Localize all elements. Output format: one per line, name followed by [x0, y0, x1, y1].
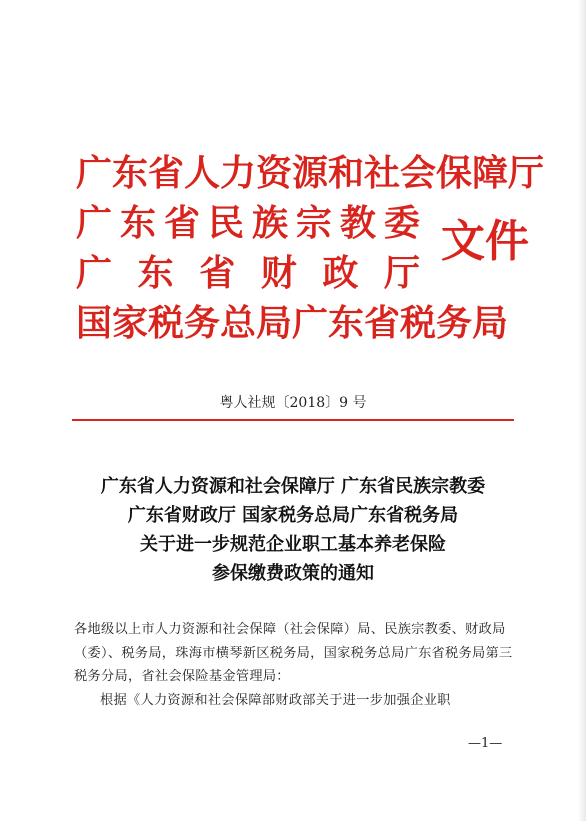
- page-edge-shadow: [578, 0, 586, 821]
- recipients-paragraph: 各地级以上市人力资源和社会保障（社会保障）局、民族宗教委、财政局（委）、税务局，珠海市横琴新区税务局，国家税务总局广东省税务局第三税务分局，省社会保险基金管理局：: [74, 622, 513, 684]
- title-line: 参保缴费政策的通知: [212, 563, 374, 584]
- issuer-hrss: 广东省人力资源和社会保障厅: [76, 152, 545, 194]
- title-line: 广东省人力资源和社会保障厅 广东省民族宗教委: [100, 476, 486, 497]
- red-divider-line: [72, 419, 514, 421]
- document-type-label: 文件: [441, 216, 529, 267]
- title-line: 广东省财政厅 国家税务总局广东省税务局: [127, 505, 459, 526]
- document-title: [0, 472, 586, 588]
- issuer-finance: 广 东 省 财 政 厅: [76, 252, 420, 294]
- document-number: 粤人社规〔2018〕9 号: [219, 395, 367, 411]
- page-number: —1—: [468, 736, 503, 751]
- title-line: 关于进一步规范企业职工基本养老保险: [140, 534, 446, 555]
- issuer-tax: 国家税务总局广东省税务局: [76, 302, 509, 344]
- body-paragraph: 根据《人力资源和社会保障部财政部关于进一步加强企业职: [100, 692, 451, 708]
- issuer-ethnic-religious: 广 东 省 民 族 宗 教 委: [76, 202, 420, 244]
- document-body: [74, 618, 514, 712]
